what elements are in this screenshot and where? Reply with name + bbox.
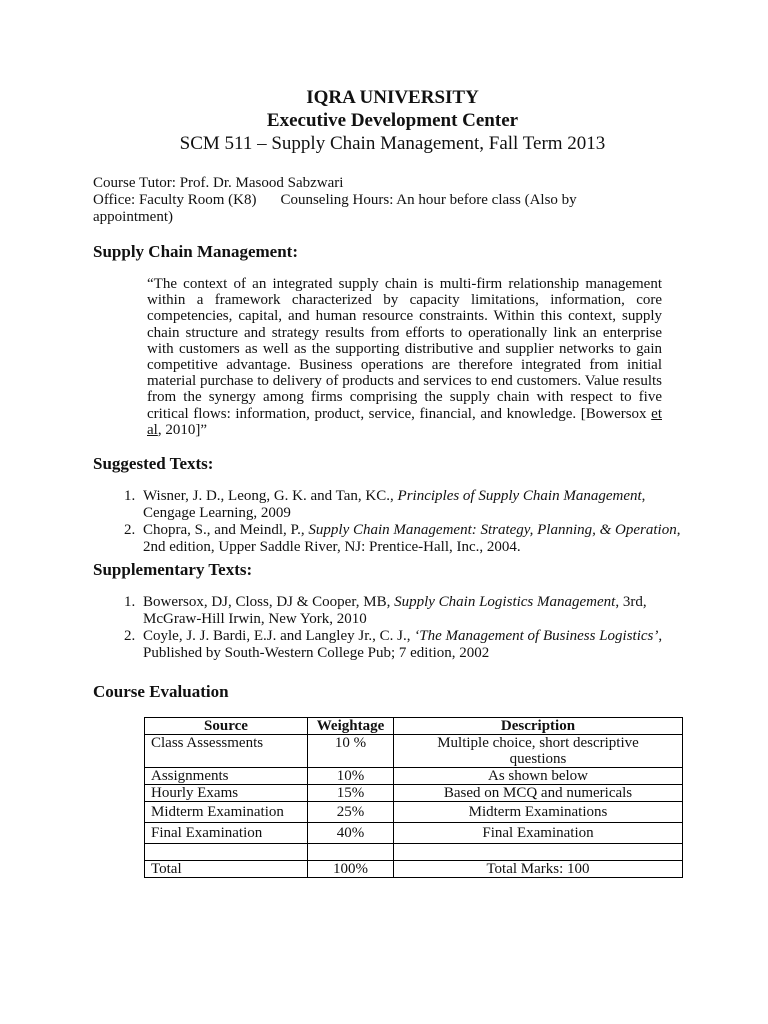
office-line (93, 192, 682, 209)
evaluation-heading: Course Evaluation (93, 682, 229, 702)
source-cell: Class Assessments (145, 735, 308, 768)
title-block (93, 86, 682, 157)
ref-title: Principles of Supply Chain Management (397, 488, 642, 505)
office-text: Office: Faculty Room (K8) (93, 192, 257, 208)
tutor-line: Course Tutor: Prof. Dr. Masood Sabzwari (93, 175, 344, 191)
ref-authors: Coyle, J. J. Bardi, E.J. and Langley Jr., C. J., (143, 628, 415, 645)
table-row (145, 768, 683, 785)
quote-end: , 2010]” (157, 421, 207, 438)
weightage-cell (308, 844, 394, 861)
list-item (139, 522, 682, 556)
source-cell: Total (145, 861, 308, 878)
ref-title: ‘The Management of Business Logistics’ (414, 628, 659, 645)
quote-body: “The context of an integrated supply chain is multi-firm relationship management within a framework characterized by capacity limitations, information, core competencies, capital, and human resource constraints. Within this context, supply chain structure and strategy results from efforts to operationally link an enterprise with customers as well as the supporting distributive and supplier networks to gain competitive advantage. Business operations are therefore integrated from initial material purchase to delivery of products and services to end customers. Value results from the synergy among firms comprising the supply chain with respect to five critical flows: information, product, service, financial, and knowledge. [Bowersox (147, 276, 662, 422)
supplementary-heading: Supplementary Texts: (93, 560, 253, 580)
table-row (145, 844, 683, 861)
ref-publisher: , 3rd, McGraw-Hill Irwin, New York, 2010 (143, 594, 647, 628)
weightage-cell: 15% (308, 785, 394, 802)
counseling-text: Counseling Hours: An hour before class (Also by (280, 192, 577, 208)
quote-et: et (651, 405, 662, 422)
ref-title: Supply Chain Logistics Management (394, 594, 616, 611)
ref-publisher: , 2nd edition, Upper Saddle River, NJ: Prentice-Hall, Inc., 2004. (143, 522, 681, 556)
supplementary-list (93, 594, 682, 662)
ref-authors: Wisner, J. D., Leong, G. K. and Tan, KC., (143, 488, 398, 505)
center-title: Executive Development Center (266, 110, 519, 131)
description-cell: Multiple choice, short descriptive questions (394, 735, 683, 768)
university-title: IQRA UNIVERSITY (306, 87, 479, 108)
weightage-cell: 25% (308, 802, 394, 823)
ref-title: Supply Chain Management: Strategy, Planning, & Operation (308, 522, 677, 539)
evaluation-table (144, 717, 683, 878)
source-cell: Assignments (145, 768, 308, 785)
weightage-cell: 10 % (308, 735, 394, 768)
weightage-cell: 10% (308, 768, 394, 785)
suggested-heading: Suggested Texts: (93, 454, 214, 474)
weightage-cell: 100% (308, 861, 394, 878)
description-cell: Based on MCQ and numericals (394, 785, 683, 802)
ref-authors: Chopra, S., and Meindl, P., (143, 522, 309, 539)
table-row (145, 802, 683, 823)
column-header-source: Source (145, 718, 308, 735)
ref-publisher: , Published by South-Western College Pub; 7 edition, 2002 (143, 628, 663, 662)
list-item (139, 488, 682, 522)
description-cell (394, 844, 683, 861)
course-title: SCM 511 – Supply Chain Management, Fall Term 2013 (179, 133, 606, 154)
column-header-description: Description (394, 718, 683, 735)
table-row (145, 735, 683, 768)
column-header-weightage: Weightage (308, 718, 394, 735)
source-cell: Final Examination (145, 823, 308, 844)
counseling-cont: appointment) (93, 209, 173, 225)
description-cell: Midterm Examinations (394, 802, 683, 823)
description-cell: Total Marks: 100 (394, 861, 683, 878)
table-row (145, 861, 683, 878)
weightage-cell: 40% (308, 823, 394, 844)
quote-al: al (147, 421, 158, 438)
table-row (145, 823, 683, 844)
description-cell: Final Examination (394, 823, 683, 844)
list-item (139, 628, 682, 662)
course-info (93, 175, 682, 226)
source-cell (145, 844, 308, 861)
source-cell: Hourly Exams (145, 785, 308, 802)
table-row (145, 785, 683, 802)
description-cell: As shown below (394, 768, 683, 785)
table-header-row (145, 718, 683, 735)
scm-quote (147, 276, 662, 438)
ref-publisher: , Cengage Learning, 2009 (143, 488, 646, 522)
suggested-list (93, 488, 682, 556)
ref-authors: Bowersox, DJ, Closs, DJ & Cooper, MB, (143, 594, 395, 611)
list-item (139, 594, 682, 628)
source-cell: Midterm Examination (145, 802, 308, 823)
scm-heading: Supply Chain Management: (93, 242, 298, 261)
